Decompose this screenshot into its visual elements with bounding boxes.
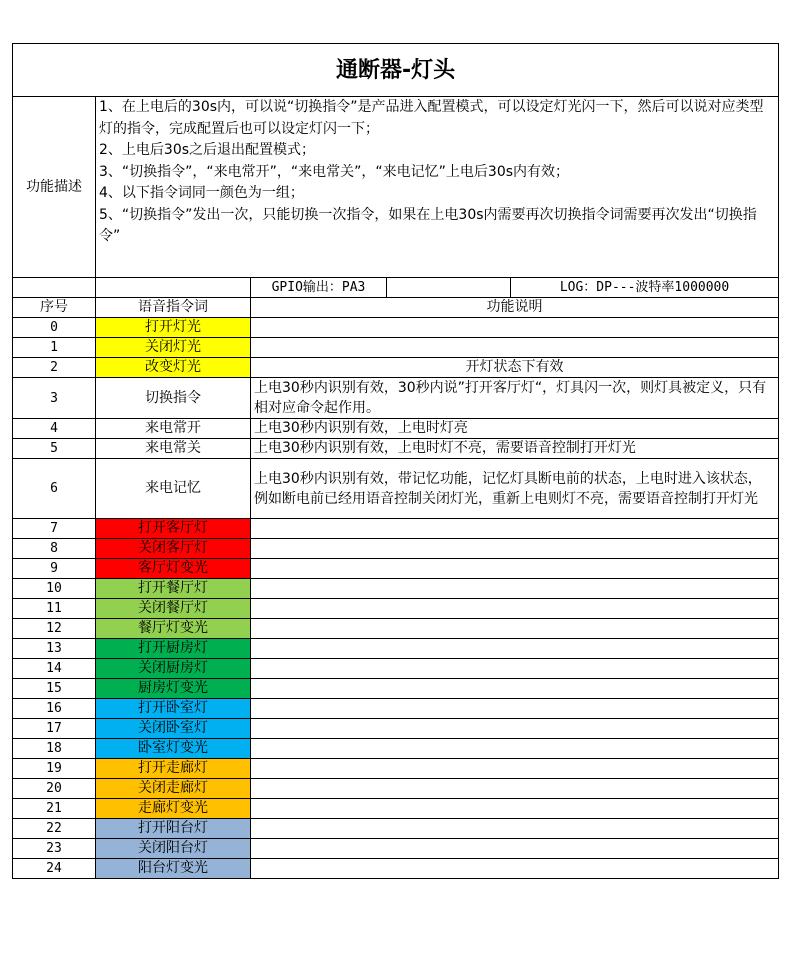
row-number-cell[interactable]: 19 (13, 759, 96, 779)
function-cell[interactable]: 上电30秒内识别有效，上电时灯亮 (251, 419, 779, 439)
function-cell[interactable] (251, 619, 779, 639)
row-number-cell[interactable]: 22 (13, 819, 96, 839)
command-cell[interactable]: 客厅灯变光 (96, 559, 251, 579)
header-no[interactable]: 序号 (13, 298, 96, 318)
command-cell[interactable]: 打开客厅灯 (96, 519, 251, 539)
command-cell[interactable]: 餐厅灯变光 (96, 619, 251, 639)
command-cell[interactable]: 关闭走廊灯 (96, 779, 251, 799)
function-cell[interactable] (251, 719, 779, 739)
function-cell[interactable]: 上电30秒内识别有效，带记忆功能，记忆灯具断电前的状态，上电时进入该状态，例如断电前已经用语音控制关闭灯光，重新上电则灯不亮，需要语音控制打开灯光 (251, 459, 779, 519)
sheet-title[interactable]: 通断器-灯头 (13, 44, 779, 97)
row-number-cell[interactable]: 21 (13, 799, 96, 819)
row-number-cell[interactable]: 18 (13, 739, 96, 759)
command-cell[interactable]: 阳台灯变光 (96, 859, 251, 879)
table-row (13, 459, 779, 519)
row-number-cell[interactable]: 8 (13, 539, 96, 559)
command-cell[interactable]: 关闭阳台灯 (96, 839, 251, 859)
command-cell[interactable]: 关闭卧室灯 (96, 719, 251, 739)
row-number-cell[interactable]: 13 (13, 639, 96, 659)
row-number-cell[interactable]: 4 (13, 419, 96, 439)
command-cell[interactable]: 打开阳台灯 (96, 819, 251, 839)
desc-line-1: 1、在上电后的30s内，可以说“切换指令”是产品进入配置模式，可以设定灯光闪一下，然后可以说对应类型灯的指令，完成配置后也可以设定灯闪一下； (99, 99, 764, 137)
table-row (13, 699, 779, 719)
desc-label[interactable]: 功能描述 (13, 97, 96, 278)
command-cell[interactable]: 改变灯光 (96, 358, 251, 378)
function-cell[interactable] (251, 579, 779, 599)
row-number-cell[interactable]: 1 (13, 338, 96, 358)
header-func[interactable]: 功能说明 (251, 298, 779, 318)
desc-line-2: 2、上电后30s之后退出配置模式； (99, 142, 316, 158)
command-cell[interactable]: 关闭餐厅灯 (96, 599, 251, 619)
table-row (13, 719, 779, 739)
empty-cell[interactable] (387, 278, 511, 298)
function-cell[interactable] (251, 799, 779, 819)
command-cell[interactable]: 卧室灯变光 (96, 739, 251, 759)
table-row (13, 539, 779, 559)
command-cell[interactable]: 打开厨房灯 (96, 639, 251, 659)
empty-cell[interactable] (96, 278, 251, 298)
table-row (13, 759, 779, 779)
command-cell[interactable]: 打开卧室灯 (96, 699, 251, 719)
command-cell[interactable]: 切换指令 (96, 378, 251, 419)
row-number-cell[interactable]: 5 (13, 439, 96, 459)
function-cell[interactable] (251, 679, 779, 699)
table-row (13, 679, 779, 699)
command-cell[interactable]: 走廊灯变光 (96, 799, 251, 819)
row-number-cell[interactable]: 15 (13, 679, 96, 699)
function-cell[interactable]: 上电30秒内识别有效，30秒内说”打开客厅灯“，灯具闪一次，则灯具被定义，只有相对应命令起作用。 (251, 378, 779, 419)
table-row (13, 659, 779, 679)
row-number-cell[interactable]: 14 (13, 659, 96, 679)
desc-cell[interactable] (96, 97, 779, 278)
command-cell[interactable]: 厨房灯变光 (96, 679, 251, 699)
table-row (13, 358, 779, 378)
row-number-cell[interactable]: 24 (13, 859, 96, 879)
table-row (13, 519, 779, 539)
table-row (13, 318, 779, 338)
command-cell[interactable]: 关闭灯光 (96, 338, 251, 358)
row-number-cell[interactable]: 10 (13, 579, 96, 599)
table-row (13, 639, 779, 659)
table-row (13, 579, 779, 599)
function-cell[interactable] (251, 699, 779, 719)
desc-line-3: 3、“切换指令”，“来电常开”，“来电常关”，“来电记忆”上电后30s内有效； (99, 163, 570, 180)
command-cell[interactable]: 来电常开 (96, 419, 251, 439)
table-row (13, 779, 779, 799)
table-row (13, 819, 779, 839)
function-cell[interactable] (251, 639, 779, 659)
function-cell[interactable] (251, 779, 779, 799)
function-cell[interactable]: 开灯状态下有效 (251, 358, 779, 378)
command-cell[interactable]: 打开灯光 (96, 318, 251, 338)
row-number-cell[interactable]: 11 (13, 599, 96, 619)
function-cell[interactable] (251, 519, 779, 539)
row-number-cell[interactable]: 9 (13, 559, 96, 579)
function-cell[interactable] (251, 739, 779, 759)
table-row (13, 599, 779, 619)
row-number-cell[interactable]: 16 (13, 699, 96, 719)
row-number-cell[interactable]: 23 (13, 839, 96, 859)
table-row (13, 739, 779, 759)
row-number-cell[interactable]: 20 (13, 779, 96, 799)
row-number-cell[interactable]: 3 (13, 378, 96, 419)
table-row (13, 419, 779, 439)
command-cell[interactable]: 打开走廊灯 (96, 759, 251, 779)
function-cell[interactable] (251, 659, 779, 679)
empty-cell[interactable] (13, 278, 96, 298)
function-cell[interactable] (251, 559, 779, 579)
table-row (13, 378, 779, 419)
table-row (13, 799, 779, 819)
function-cell[interactable] (251, 318, 779, 338)
table-row (13, 439, 779, 459)
header-cmd[interactable]: 语音指令词 (96, 298, 251, 318)
desc-line-4: 4、以下指令词同一颜色为一组； (99, 185, 304, 201)
function-cell[interactable]: 上电30秒内识别有效，上电时灯不亮，需要语音控制打开灯光 (251, 439, 779, 459)
table-row (13, 859, 779, 879)
function-cell[interactable] (251, 759, 779, 779)
function-cell[interactable] (251, 539, 779, 559)
command-cell[interactable]: 来电常关 (96, 439, 251, 459)
command-cell[interactable]: 关闭厨房灯 (96, 659, 251, 679)
row-number-cell[interactable]: 7 (13, 519, 96, 539)
spreadsheet-table (12, 43, 779, 879)
desc-line-5: 5、“切换指令”发出一次，只能切换一次指令，如果在上电30s内需要再次切换指令词需要再次发出“切换指令” (99, 206, 757, 244)
function-cell[interactable] (251, 338, 779, 358)
command-cell[interactable]: 关闭客厅灯 (96, 539, 251, 559)
function-cell[interactable] (251, 859, 779, 879)
table-row (13, 619, 779, 639)
function-cell[interactable] (251, 819, 779, 839)
row-number-cell[interactable]: 0 (13, 318, 96, 338)
row-number-cell[interactable]: 2 (13, 358, 96, 378)
command-cell[interactable]: 来电记忆 (96, 459, 251, 519)
row-number-cell[interactable]: 6 (13, 459, 96, 519)
gpio-cell[interactable]: GPIO输出：PA3 (251, 278, 387, 298)
log-cell[interactable]: LOG：DP---波特率1000000 (511, 278, 779, 298)
command-cell[interactable]: 打开餐厅灯 (96, 579, 251, 599)
row-number-cell[interactable]: 17 (13, 719, 96, 739)
table-row (13, 559, 779, 579)
function-cell[interactable] (251, 839, 779, 859)
table-row (13, 839, 779, 859)
row-number-cell[interactable]: 12 (13, 619, 96, 639)
table-row (13, 338, 779, 358)
function-cell[interactable] (251, 599, 779, 619)
